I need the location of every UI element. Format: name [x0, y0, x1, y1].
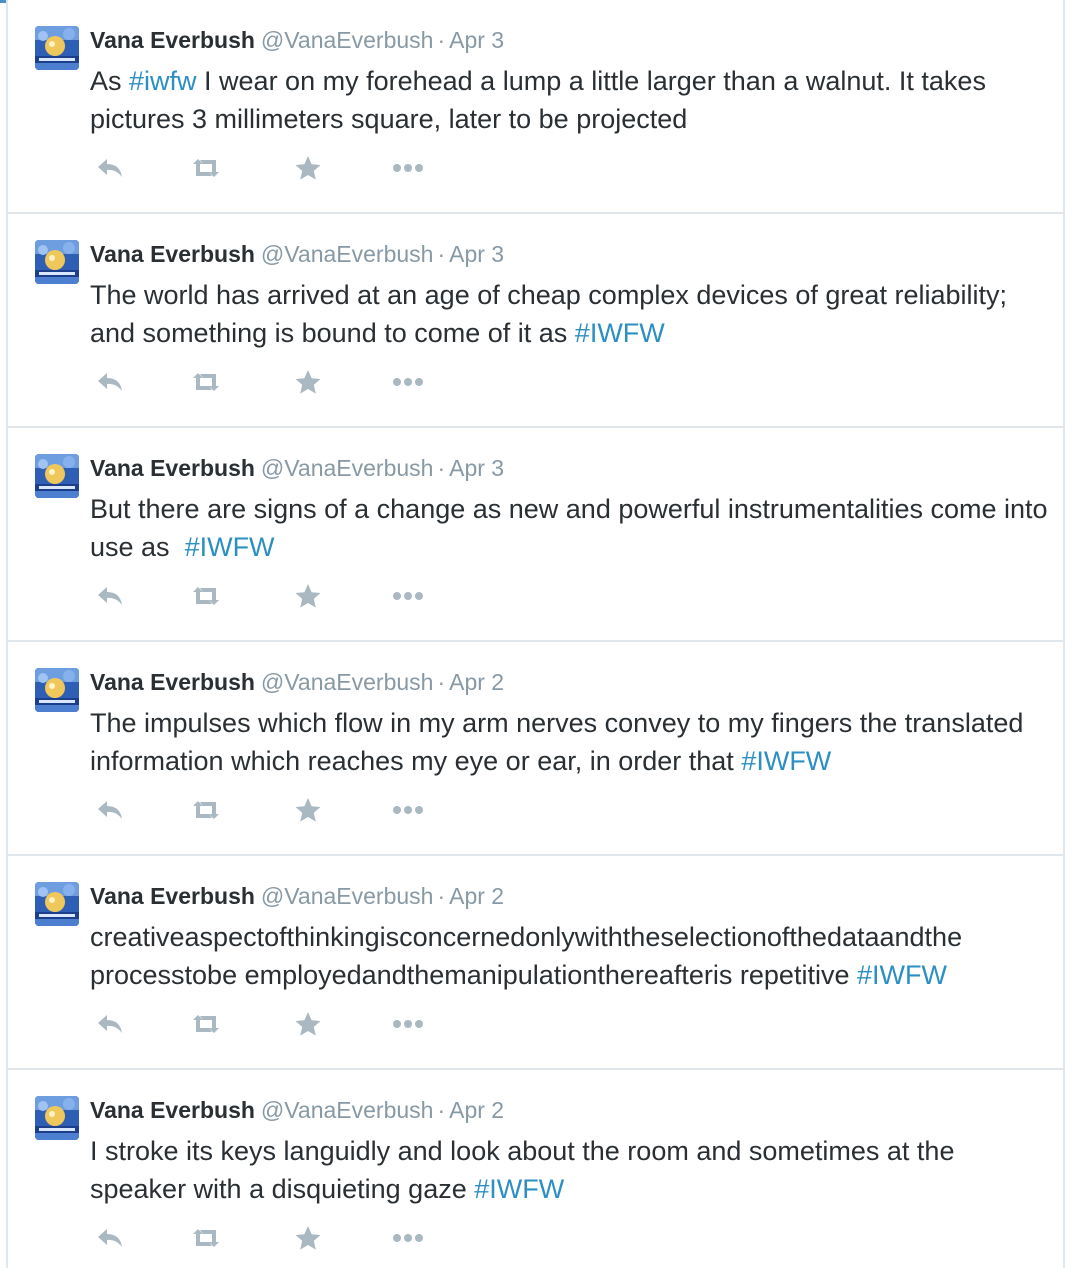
hashtag-link[interactable]: #IWFW — [184, 532, 275, 562]
reply-button[interactable] — [90, 1220, 130, 1256]
tweet-text-segment: I wear on my forehead a lump a little larger than a walnut. It takes pictures 3 millimeters square, later to be projected — [90, 66, 994, 134]
retweet-button[interactable] — [186, 1220, 226, 1256]
author-name[interactable]: Vana Everbush — [90, 669, 255, 695]
more-button[interactable] — [388, 1006, 428, 1042]
tweet-header — [90, 454, 504, 482]
tweet-header — [90, 1096, 504, 1124]
favorite-button[interactable] — [288, 1006, 328, 1042]
tweet-date[interactable]: Apr 3 — [449, 27, 505, 53]
retweet-icon — [189, 1226, 223, 1250]
favorite-icon — [294, 155, 322, 181]
tweet-text-segment: creativeaspectofthinkingisconcernedonlywiththeselectionofthedataandthe processtobe employedandthemanipulationthereafteris repetitive — [90, 922, 970, 990]
tweet-header — [90, 26, 504, 54]
tweet-text — [90, 62, 1050, 138]
favorite-icon — [294, 1225, 322, 1251]
separator-dot: · — [437, 1097, 446, 1123]
favorite-button[interactable] — [288, 578, 328, 614]
tweet-date[interactable]: Apr 3 — [449, 241, 505, 267]
more-icon — [391, 1233, 425, 1243]
favorite-icon — [294, 369, 322, 395]
avatar[interactable] — [35, 454, 79, 498]
more-icon — [391, 1019, 425, 1029]
retweet-icon — [189, 1012, 223, 1036]
more-icon — [391, 591, 425, 601]
more-button[interactable] — [388, 792, 428, 828]
hashtag-link[interactable]: #IWFW — [741, 746, 832, 776]
reply-button[interactable] — [90, 364, 130, 400]
tweet-date[interactable]: Apr 2 — [449, 1097, 505, 1123]
tweet-date[interactable]: Apr 3 — [449, 455, 505, 481]
tweet[interactable] — [8, 856, 1063, 1070]
more-button[interactable] — [388, 150, 428, 186]
more-button[interactable] — [388, 578, 428, 614]
tweet-text — [90, 704, 1050, 780]
tweet-text-segment: The world has arrived at an age of cheap complex devices of great reliability; and something is bound to come of it as — [90, 280, 1015, 348]
author-name[interactable]: Vana Everbush — [90, 241, 255, 267]
tweet[interactable] — [8, 214, 1063, 428]
retweet-button[interactable] — [186, 364, 226, 400]
reply-button[interactable] — [90, 1006, 130, 1042]
retweet-button[interactable] — [186, 792, 226, 828]
retweet-button[interactable] — [186, 578, 226, 614]
hashtag-link[interactable]: #iwfw — [129, 66, 197, 96]
separator-dot: · — [437, 241, 446, 267]
separator-dot: · — [437, 27, 446, 53]
avatar[interactable] — [35, 668, 79, 712]
more-icon — [391, 163, 425, 173]
more-icon — [391, 805, 425, 815]
favorite-icon — [294, 583, 322, 609]
avatar[interactable] — [35, 1096, 79, 1140]
tweet-header — [90, 240, 504, 268]
tweet[interactable] — [8, 642, 1063, 856]
tweet-text — [90, 918, 1050, 994]
more-button[interactable] — [388, 1220, 428, 1256]
reply-button[interactable] — [90, 150, 130, 186]
separator-dot: · — [437, 455, 446, 481]
reply-button[interactable] — [90, 578, 130, 614]
author-handle[interactable]: @VanaEverbush — [260, 1097, 434, 1123]
author-handle[interactable]: @VanaEverbush — [260, 883, 434, 909]
retweet-icon — [189, 584, 223, 608]
reply-icon — [95, 798, 125, 822]
retweet-icon — [189, 798, 223, 822]
author-handle[interactable]: @VanaEverbush — [260, 455, 434, 481]
separator-dot: · — [437, 883, 446, 909]
tweet[interactable] — [8, 428, 1063, 642]
reply-icon — [95, 584, 125, 608]
tweet-text-segment: I stroke its keys languidly and look about the room and sometimes at the speaker with a disquieting gaze — [90, 1136, 962, 1204]
tweet[interactable] — [8, 0, 1063, 214]
reply-button[interactable] — [90, 792, 130, 828]
retweet-icon — [189, 370, 223, 394]
tweet-text-segment: The impulses which flow in my arm nerves convey to my fingers the translated information which reaches my eye or ear, in order that — [90, 708, 1031, 776]
reply-icon — [95, 1012, 125, 1036]
retweet-button[interactable] — [186, 1006, 226, 1042]
avatar[interactable] — [35, 240, 79, 284]
retweet-button[interactable] — [186, 150, 226, 186]
tweet-timeline — [6, 0, 1065, 1268]
tweet-text — [90, 490, 1056, 566]
author-handle[interactable]: @VanaEverbush — [260, 27, 434, 53]
avatar[interactable] — [35, 882, 79, 926]
more-button[interactable] — [388, 364, 428, 400]
tweet-header — [90, 882, 504, 910]
author-name[interactable]: Vana Everbush — [90, 27, 255, 53]
reply-icon — [95, 1226, 125, 1250]
tweet-text — [90, 1132, 1050, 1208]
favorite-button[interactable] — [288, 1220, 328, 1256]
favorite-icon — [294, 797, 322, 823]
favorite-button[interactable] — [288, 792, 328, 828]
favorite-button[interactable] — [288, 364, 328, 400]
reply-icon — [95, 156, 125, 180]
separator-dot: · — [437, 669, 446, 695]
tweet-header — [90, 668, 504, 696]
avatar[interactable] — [35, 26, 79, 70]
author-name[interactable]: Vana Everbush — [90, 1097, 255, 1123]
tweet-text-segment: As — [90, 66, 130, 96]
hashtag-link[interactable]: #IWFW — [574, 318, 665, 348]
more-icon — [391, 377, 425, 387]
favorite-icon — [294, 1011, 322, 1037]
author-handle[interactable]: @VanaEverbush — [260, 669, 434, 695]
reply-icon — [95, 370, 125, 394]
favorite-button[interactable] — [288, 150, 328, 186]
tweet-date[interactable]: Apr 2 — [449, 883, 505, 909]
author-name[interactable]: Vana Everbush — [90, 883, 255, 909]
author-handle[interactable]: @VanaEverbush — [260, 241, 434, 267]
tweet-text — [90, 276, 1050, 352]
hashtag-link[interactable]: #IWFW — [474, 1174, 565, 1204]
tweet[interactable] — [8, 1070, 1063, 1268]
tweet-text-segment: But there are signs of a change as new and powerful instrumentalities come into use as — [90, 494, 1056, 562]
retweet-icon — [189, 156, 223, 180]
tweet-date[interactable]: Apr 2 — [449, 669, 505, 695]
author-name[interactable]: Vana Everbush — [90, 455, 255, 481]
hashtag-link[interactable]: #IWFW — [856, 960, 947, 990]
